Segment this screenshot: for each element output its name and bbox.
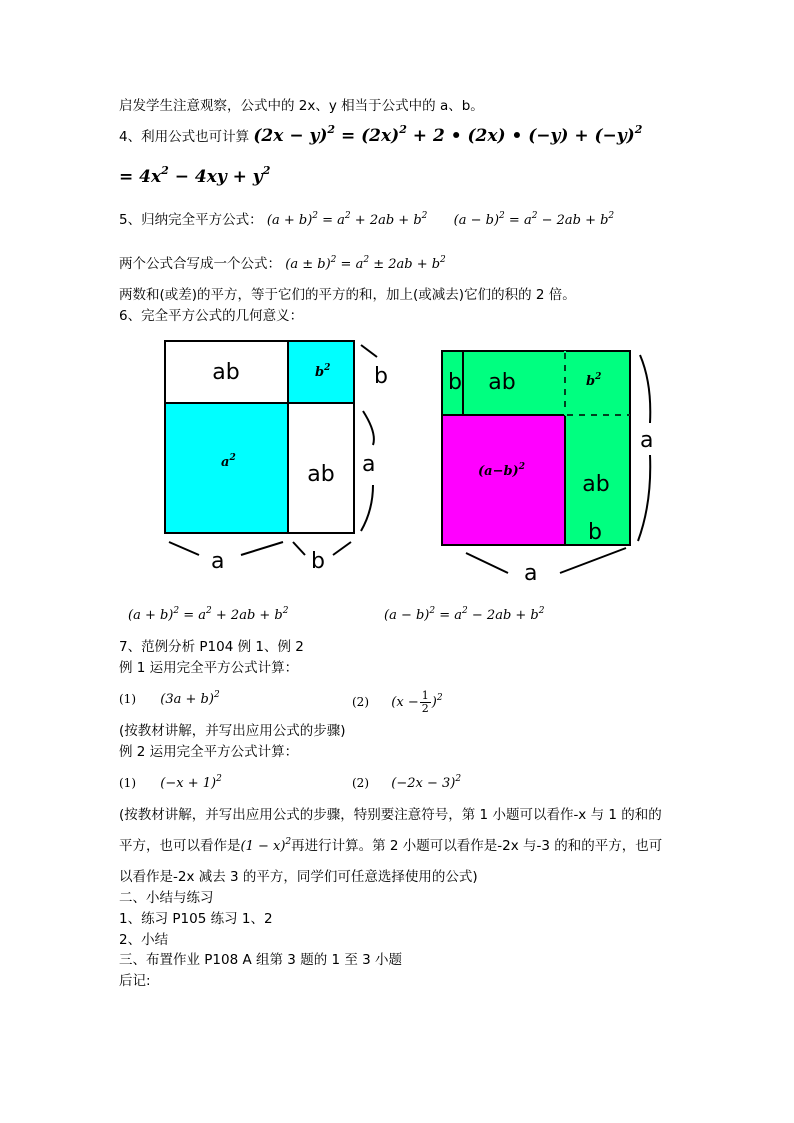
fig1-label-a-bottom: a bbox=[211, 549, 225, 574]
ex2-num1: (1) bbox=[119, 776, 136, 790]
example1-problem2 bbox=[352, 690, 443, 715]
example1-note: (按教材讲解，并写出应用公式的步骤) bbox=[119, 723, 346, 739]
fig2-label-b-bottom: b bbox=[588, 520, 602, 545]
fig2-cell-b2 bbox=[565, 351, 630, 415]
afterword-label: 后记: bbox=[119, 973, 151, 989]
practice-line: 1、练习 P105 练习 1、2 bbox=[119, 911, 273, 927]
fig1-b2-label: $b^2$ bbox=[315, 363, 331, 380]
caption-diff bbox=[384, 606, 544, 625]
example1-heading: 例 1 运用完全平方公式计算： bbox=[119, 660, 299, 676]
one-minus-x-formula: $(1 - x)^2$ bbox=[240, 837, 292, 854]
fig1-label-a-right: a bbox=[362, 452, 376, 477]
fig2-label-b-left: b bbox=[448, 370, 462, 395]
fig1-label-b-bottom: b bbox=[311, 549, 325, 574]
combined-line bbox=[119, 255, 446, 274]
fig2-label-a-right: a bbox=[640, 428, 654, 453]
ex2-expr1: $(-x + 1)^2$ bbox=[160, 774, 222, 791]
geometry-figure-sum bbox=[155, 335, 395, 580]
example2-problems bbox=[119, 774, 222, 793]
fig1-a2-label: $a^2$ bbox=[221, 453, 236, 470]
ex1-expr1: $(3a + b)^2$ bbox=[160, 690, 220, 707]
formula-diff: $(a - b)^2 = a^2 - 2ab + b^2$ bbox=[453, 211, 615, 228]
ex2-num2: (2) bbox=[352, 776, 369, 790]
step4-result bbox=[119, 164, 271, 187]
example1-problems bbox=[119, 690, 220, 709]
step4-formula: $(2x - y)^2 = (2x)^2 + 2$ • (2x) • $(-y) + (-y)^2$ bbox=[253, 123, 643, 146]
geometry-figure-difference bbox=[430, 343, 670, 588]
step5-line bbox=[119, 211, 614, 230]
step5-text: 5、归纳完全平方公式： bbox=[119, 212, 263, 228]
example2-heading: 例 2 运用完全平方公式计算： bbox=[119, 744, 299, 760]
fig2-ab-top-label: ab bbox=[488, 370, 516, 395]
ex1-num2: (2) bbox=[352, 695, 369, 709]
step7-heading: 7、范例分析 P104 例 1、例 2 bbox=[119, 639, 304, 655]
rule-statement: 两数和(或差)的平方，等于它们的平方的和，加上(或减去)它们的积的 2 倍。 bbox=[119, 287, 576, 303]
summary-line: 2、小结 bbox=[119, 932, 169, 948]
fig1-ab-right-label: ab bbox=[307, 462, 335, 487]
fig1-label-b-right: b bbox=[374, 364, 388, 389]
fig2-ab-right-label: ab bbox=[582, 472, 610, 497]
fig2-cell-amb2 bbox=[442, 415, 565, 545]
fig1-brace-b-right bbox=[361, 345, 377, 357]
example2-problem2 bbox=[352, 774, 461, 793]
fig2-amb2-label: $(a-b)^2$ bbox=[478, 462, 525, 479]
fig1-ab-top-label: ab bbox=[212, 360, 240, 385]
section3-heading: 三、布置作业 P108 A 组第 3 题的 1 至 3 小题 bbox=[119, 952, 403, 968]
ex1-num1: (1) bbox=[119, 692, 136, 706]
caption-sum bbox=[128, 606, 288, 625]
fig2-b2-label: $b^2$ bbox=[586, 372, 602, 389]
step4-result-formula: = $4x^2 - 4xy + y^2$ bbox=[119, 164, 271, 187]
formula-sum: $(a + b)^2 = a^2 + 2ab + b^2$ bbox=[266, 211, 428, 228]
caption-diff-formula: $(a - b)^2 = a^2 - 2ab + b^2$ bbox=[384, 606, 545, 623]
example2-note-2: 平方，也可以看作是$(1 - x)^2$再进行计算。第 2 小题可以看作是-2x 与-3 的和的平方，也可 bbox=[119, 837, 663, 854]
step4-text: 4、利用公式也可计算 bbox=[119, 129, 250, 145]
section2-heading: 二、小结与练习 bbox=[119, 890, 214, 906]
step6-heading: 6、完全平方公式的几何意义： bbox=[119, 308, 304, 324]
formula-combined: $(a \pm b)^2 = a^2 \pm 2ab + b^2$ bbox=[285, 255, 446, 272]
intro-line: 启发学生注意观察，公式中的 2x、y 相当于公式中的 a、b。 bbox=[119, 98, 484, 114]
combined-text: 两个公式合写成一个公式： bbox=[119, 256, 281, 272]
caption-sum-formula: $(a + b)^2 = a^2 + 2ab + b^2$ bbox=[128, 606, 289, 623]
fig1-brace-a-bottom bbox=[169, 542, 283, 555]
fig2-brace-a-bottom bbox=[466, 548, 626, 573]
example2-note-1: (按教材讲解，并写出应用公式的步骤，特别要注意符号，第 1 小题可以看作-x 与 1 的和的 bbox=[119, 807, 662, 823]
step4-line bbox=[119, 123, 643, 146]
fig2-label-a-bottom: a bbox=[524, 561, 538, 586]
ex1-expr2: (x − $\frac{1}{2}$ )$^2$ bbox=[391, 689, 443, 715]
example2-note-3: 以看作是-2x 减去 3 的平方，同学们可任意选择使用的公式) bbox=[119, 869, 478, 885]
ex2-expr2: $(-2x - 3)^2$ bbox=[391, 774, 462, 791]
